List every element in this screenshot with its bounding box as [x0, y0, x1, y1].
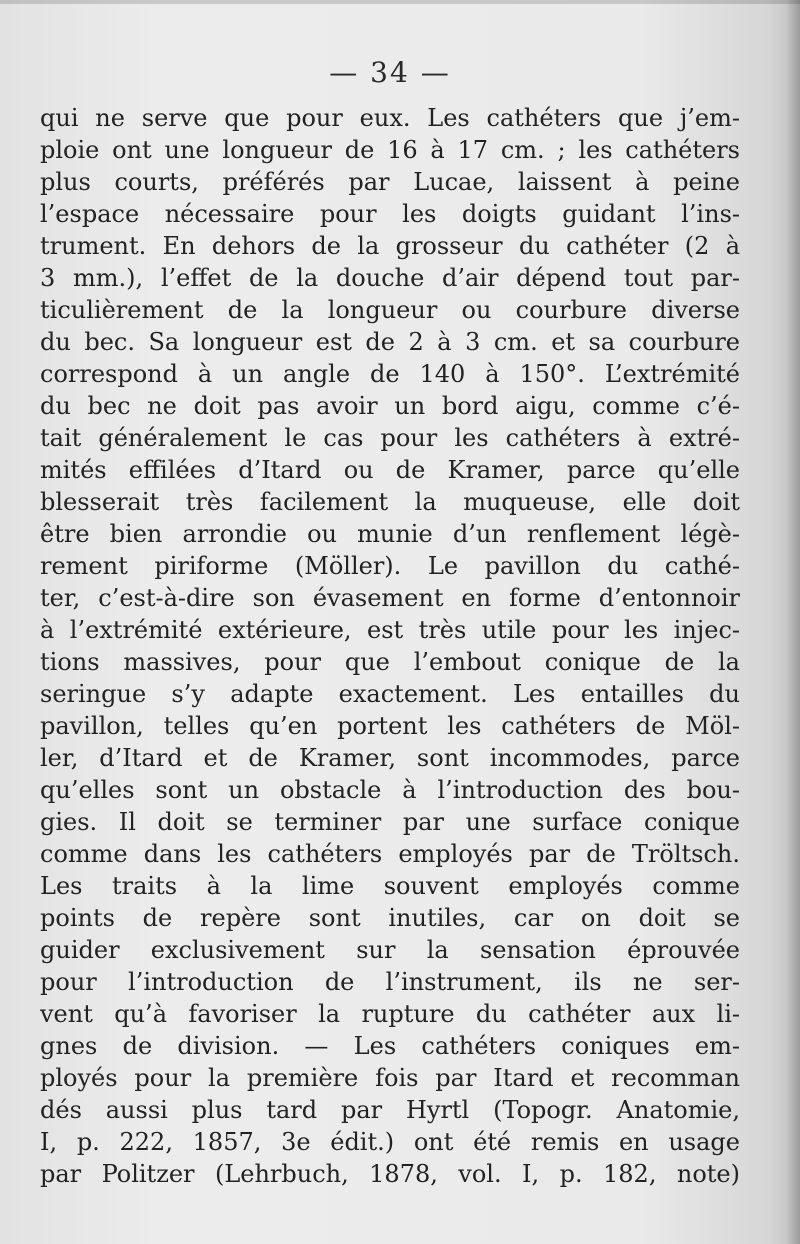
text-line: par Politzer (Lehrbuch, 1878, vol. I, p. 182, note): [40, 1160, 740, 1188]
text-line: ter, c’est-à-dire son évasement en forme d’entonnoir: [40, 584, 740, 612]
text-line: être bien arrondie ou munie d’un renflement légè-: [40, 520, 740, 548]
text-line: dés aussi plus tard par Hyrtl (Topogr. Anatomie,: [40, 1096, 740, 1124]
text-line: I, p. 222, 1857, 3e édit.) ont été remis en usage: [40, 1128, 740, 1156]
scan-top-edge: [0, 0, 800, 4]
text-line: ployés pour la première fois par Itard et recomman: [40, 1064, 740, 1092]
text-line: qu’elles sont un obstacle à l’introduction des bou-: [40, 776, 740, 804]
text-line: Les traits à la lime souvent employés comme: [40, 872, 740, 900]
text-line: tions massives, pour que l’embout conique de la: [40, 648, 740, 676]
text-line: trument. En dehors de la grosseur du cathéter (2 à: [40, 232, 740, 260]
text-line: seringue s’y adapte exactement. Les entailles du: [40, 680, 740, 708]
body-text: [40, 102, 740, 1190]
text-line: du bec. Sa longueur est de 2 à 3 cm. et sa courbure: [40, 328, 740, 356]
text-line: à l’extrémité extérieure, est très utile pour les injec-: [40, 616, 740, 644]
text-line: correspond à un angle de 140 à 150°. L’extrémité: [40, 360, 740, 388]
text-line: tait généralement le cas pour les cathéters à extré-: [40, 424, 740, 452]
text-line: gies. Il doit se terminer par une surface conique: [40, 808, 740, 836]
text-line: pavillon, telles qu’en portent les cathéters de Möl-: [40, 712, 740, 740]
text-line: points de repère sont inutiles, car on doit se: [40, 904, 740, 932]
text-line: plus courts, préférés par Lucae, laissent à peine: [40, 168, 740, 196]
text-line: comme dans les cathéters employés par de Tröltsch.: [40, 840, 740, 868]
text-line: blesserait très facilement la muqueuse, elle doit: [40, 488, 740, 516]
text-line: ticulièrement de la longueur ou courbure diverse: [40, 296, 740, 324]
text-line: guider exclusivement sur la sensation éprouvée: [40, 936, 740, 964]
scan-right-edge-shadow: [786, 0, 800, 1244]
text-line: ler, d’Itard et de Kramer, sont incommodes, parce: [40, 744, 740, 772]
text-line: gnes de division. — Les cathéters coniques em-: [40, 1032, 740, 1060]
text-line: du bec ne doit pas avoir un bord aigu, comme c’é-: [40, 392, 740, 420]
text-line: rement piriforme (Möller). Le pavillon du cathé-: [40, 552, 740, 580]
text-line: l’espace nécessaire pour les doigts guidant l’ins-: [40, 200, 740, 228]
text-line: pour l’introduction de l’instrument, ils ne ser-: [40, 968, 740, 996]
text-line: 3 mm.), l’effet de la douche d’air dépend tout par-: [40, 264, 740, 292]
text-line: qui ne serve que pour eux. Les cathéters que j’em-: [40, 104, 740, 132]
text-line: ploie ont une longueur de 16 à 17 cm. ; les cathéters: [40, 136, 740, 164]
text-line: mités effilées d’Itard ou de Kramer, parce qu’elle: [40, 456, 740, 484]
text-line: vent qu’à favoriser la rupture du cathéter aux li-: [40, 1000, 740, 1028]
page-number: — 34 —: [329, 56, 451, 89]
